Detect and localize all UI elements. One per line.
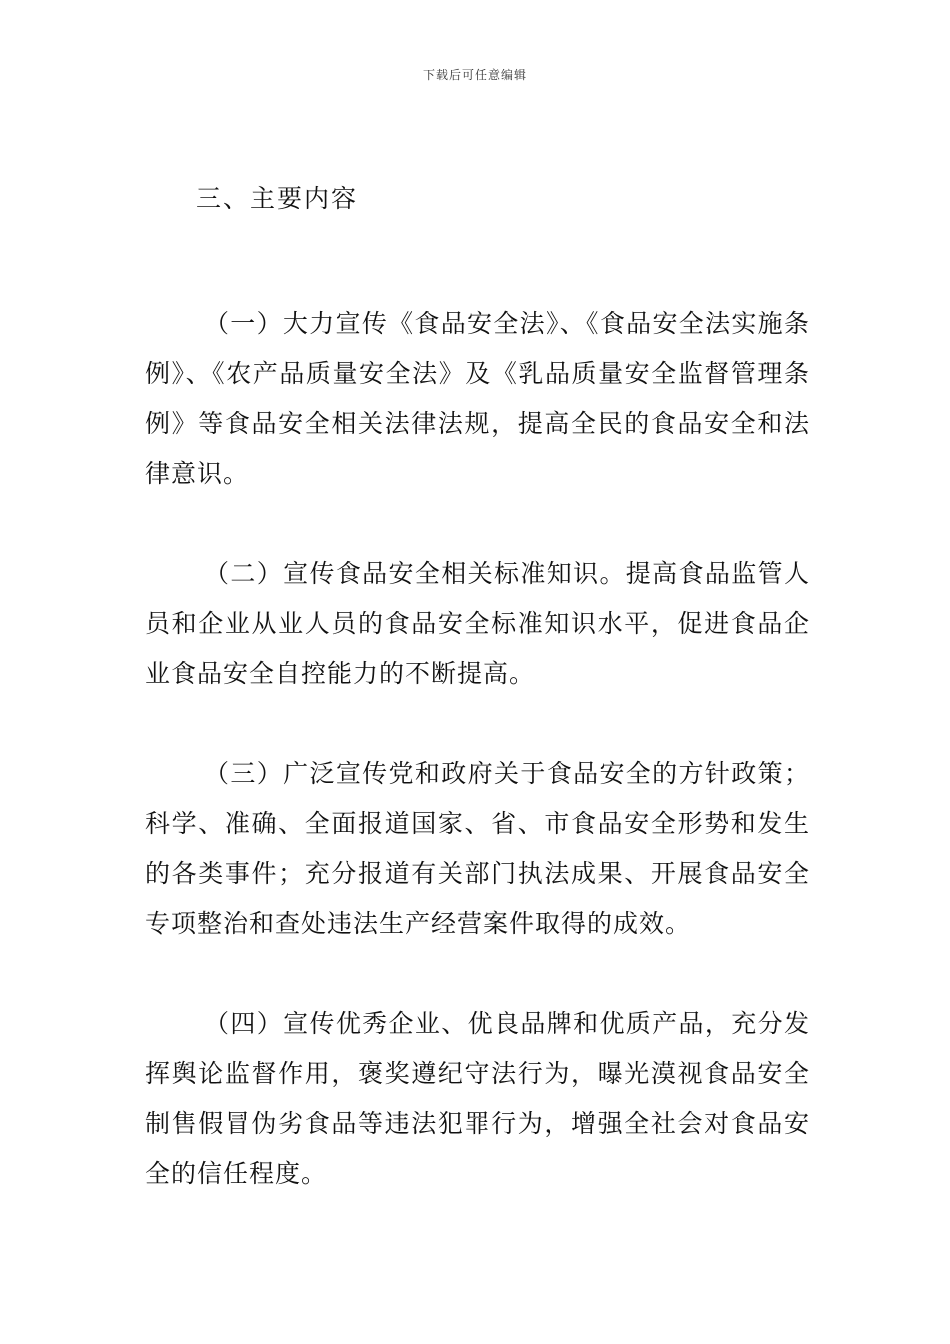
paragraph-2: （二）宣传食品安全相关标准知识。提高食品监管人员和企业从业人员的食品安全标准知识水平，促进食品企业食品安全自控能力的不断提高。	[145, 559, 810, 688]
page-header: 下载后可任意编辑	[422, 68, 527, 82]
paragraph-1: （一）大力宣传《食品安全法》、《食品安全法实施条例》、《农产品质量安全法》及《乳品质量安全监督管理条例》等食品安全相关法律法规，提高全民的食品安全和法律意识。	[145, 309, 810, 488]
paragraph-3: （三）广泛宣传党和政府关于食品安全的方针政策；科学、准确、全面报道国家、省、市食品安全形势和发生的各类事件；充分报道有关部门执法成果、开展食品安全专项整治和查处违法生产经营案件取得的成效。	[145, 759, 810, 938]
paragraph-4: （四）宣传优秀企业、优良品牌和优质产品，充分发挥舆论监督作用，褒奖遵纪守法行为，曝光漠视食品安全制售假冒伪劣食品等违法犯罪行为，增强全社会对食品安全的信任程度。	[145, 1009, 810, 1188]
section-title: 三、主要内容	[196, 184, 359, 213]
